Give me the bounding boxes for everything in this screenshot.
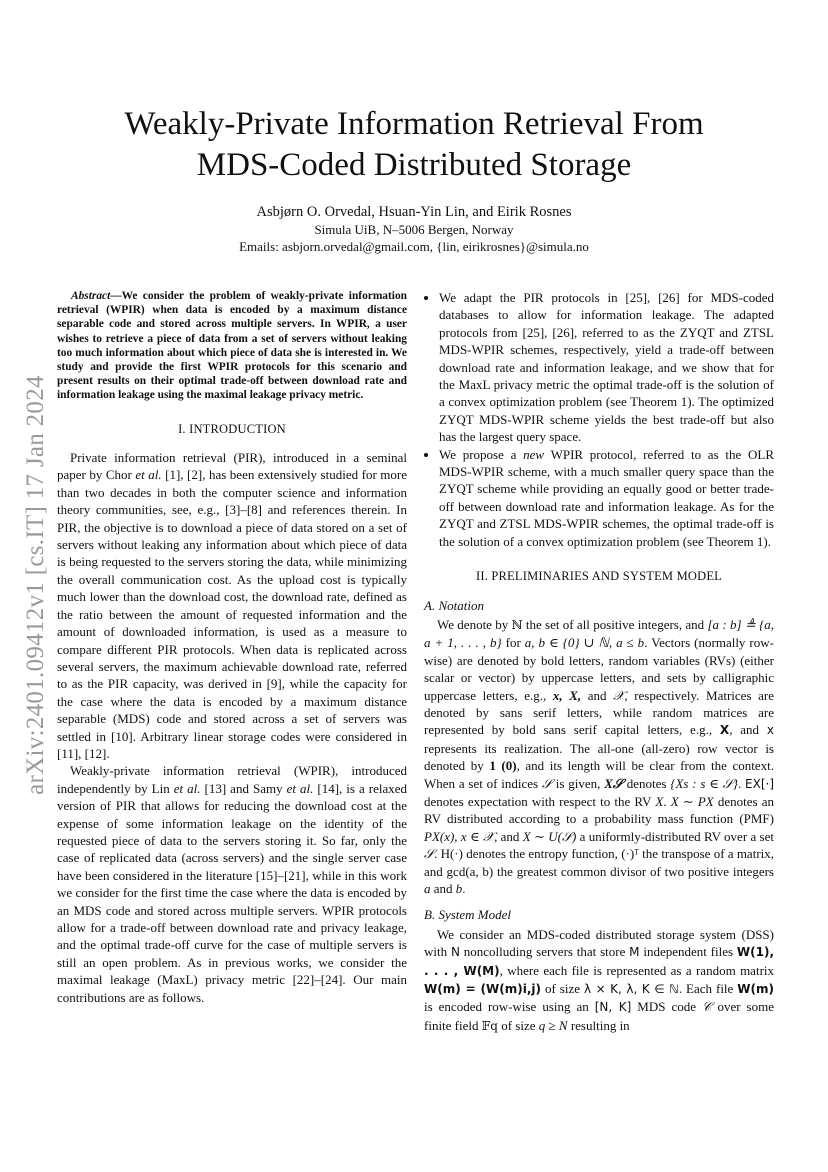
text-run: of size	[497, 1017, 539, 1033]
math-run: M	[629, 945, 640, 960]
text-run: Weakly-private information retrieval (WPIR), introduced independently by Lin	[57, 763, 407, 796]
math-run: ℕ	[511, 617, 523, 632]
text-run: . Each file	[678, 981, 738, 997]
text-run: WPIR protocol, referred to as the OLR MDS-WPIR scheme, with a much smaller query space than the ZYQT scheme while providing an equally good or better trade-off between download rate and information leakage. As for the ZYQT and ZTSL MDS-WPIR schemes, the optimal trade-off is the solution of a convex optimization problem (see Theorem 1).	[439, 446, 774, 549]
paper-title	[60, 104, 768, 186]
text-run: [1], [2], has been extensively studied for more than two decades in both the computer science and information theory communities, see, e.g., [3]–[8] and references therein. In PIR, the objective is to download a piece of data stored on a set of servers without leaking any information about which piece of data is being requested to the servers storing the data, while minimizing the overall communication cost. As the upload cost is typically much lower than the download cost, the download rate, defined as the ratio between the amount of requested information and the amount of downloaded information, is used as a measure to compare different PIR protocols. When data is replicated across several servers, the maximum achievable download rate, referred to as the PIR capacity, was derived in [9], while the capacity for the case where the data is encoded by a maximum distance separable (MDS) code and stored across a set of servers was settled in [10]. Arbitrary linear storage codes were considered in [11], [12].	[57, 467, 407, 761]
text-run: of size	[541, 981, 584, 997]
text-run: .	[462, 881, 466, 896]
math-run: [N, K]	[594, 1000, 632, 1015]
subsection-heading-notation: A. Notation	[424, 597, 484, 613]
math-run: 𝒳	[613, 687, 625, 703]
text-run: denotes	[622, 775, 671, 791]
system-model-paragraph	[424, 926, 774, 1035]
subsection-heading-system-model: B. System Model	[424, 907, 512, 923]
math-run: H(·)	[440, 846, 463, 862]
math-run: PX(x), x ∈ 𝒳	[424, 828, 495, 844]
emails: Emails: asbjorn.orvedal@gmail.com, {lin, eirikrosnes}@simula.no	[239, 239, 589, 254]
text-run: , respectively. Matrices are denoted by sans serif letters, while random matrices are represented by bold sans serif capital letters, e.g.,	[424, 687, 774, 738]
contributions-list	[424, 289, 774, 550]
math-run: X𝒮	[604, 775, 623, 791]
text-run: resulting in	[567, 1017, 630, 1033]
text-run: [13] and Samy	[200, 780, 287, 796]
left-column	[57, 289, 407, 1006]
math-run: {Xs : s ∈ 𝒮}	[670, 775, 738, 791]
text-run: We consider an MDS-coded distributed storage system (DSS) with	[424, 926, 774, 960]
math-run: λ × K, λ, K ∈ ℕ	[583, 982, 679, 997]
right-column	[424, 289, 774, 1035]
math-run: EX[·]	[745, 776, 774, 791]
text-run: Private information retrieval (PIR), introduced in a seminal paper by Chor	[57, 450, 407, 483]
math-run: 1 (0)	[489, 758, 517, 774]
text-run: denotes the entropy function,	[462, 846, 622, 862]
math-run: 𝒮	[541, 775, 552, 791]
text-run: .	[663, 793, 671, 809]
text-run: .	[434, 846, 441, 862]
text-run: the set of all positive integers, and	[522, 616, 708, 632]
text-run: for	[501, 635, 525, 651]
math-run: a, b ∈ {0} ∪ ℕ, a ≤ b	[524, 635, 645, 651]
math-run: X ∼ U(𝒮)	[522, 828, 577, 844]
section-heading-preliminaries: II. PRELIMINARIES AND SYSTEM MODEL	[475, 569, 723, 584]
text-run: denotes an RV distributed according to a probability mass function (PMF)	[424, 793, 775, 827]
math-run: gcd(a, b)	[446, 863, 494, 879]
intro-paragraph-1	[57, 449, 407, 762]
authors: Asbjørn O. Orvedal, Hsuan-Yin Lin, and Eirik Rosnes	[256, 204, 572, 220]
text-run: is given,	[551, 775, 605, 791]
math-run: b	[455, 881, 463, 896]
text-run: and	[581, 687, 614, 703]
math-run: q ≥ N	[538, 1017, 568, 1033]
text-run: and	[430, 881, 456, 896]
math-run: [a : b] ≜ {a, a + 1, . . . , b}	[424, 616, 774, 651]
arxiv-identifier-text: arXiv:2401.09412v1 [cs.IT] 17 Jan 2024	[22, 375, 49, 795]
text-run: a uniformly-distributed RV over a set	[576, 828, 774, 844]
math-run: X	[719, 723, 730, 738]
text-run-italic: new	[523, 446, 545, 462]
text-run: represents its realization. The all-one (all-zero) row vector is denoted by	[424, 740, 774, 774]
affiliation: Simula UiB, N–5006 Bergen, Norway	[314, 222, 514, 237]
math-run: W(m)	[737, 982, 774, 997]
text-run: [14], is a relaxed version of PIR that allows for reducing the download cost at the expense of some information leakage on the identity of the requested piece of data to the servers storing it. So far, only the case of replicated data (across servers) and the single server case have been considered in the literature [15]–[21], while in this work we consider for the first time the case where the data is encoded by an MDS code and stored across multiple servers. WPIR protocols allow for a trade-off between download rate and privacy leakage, and the optimal trade-off curve for the case of multiple servers is still an open problem. As in previous works, we consider the maximal leakage (MaxL) privacy metric [22]–[24]. Our main contributions are as follows.	[57, 780, 408, 1005]
math-run: x	[766, 723, 774, 738]
text-run: , and	[494, 828, 523, 844]
abstract-lead: Abstract	[71, 290, 111, 302]
title-line-1: Weakly-Private Information Retrieval From	[124, 106, 704, 142]
math-run: N	[450, 945, 460, 960]
text-run: independent files	[639, 944, 737, 960]
math-run: (·)ᵀ	[621, 846, 639, 862]
math-run: 𝔽q	[481, 1018, 498, 1033]
text-run: We propose a	[439, 446, 524, 462]
text-run: denotes expectation with respect to the RV	[424, 793, 656, 809]
text-run: . Vectors (normally row-wise) are denoted by bold letters, random variables (RVs) (either scalar or vector) by uppercase letters, and sets by calligraphic uppercase letters, e.g.,	[424, 635, 774, 703]
text-run: the greatest common divisor of two positive integers	[493, 863, 774, 879]
contribution-item-1: • We adapt the PIR protocols in [25], [26] for MDS-coded databases to allow for information leakage. The adapted protocols from [25], [26], referred to as the ZYQT and ZTSL MDS-WPIR schemes, respectively, yield a trade-off between download rate and information leakage, and we show that for the MaxL privacy metric the optimal trade-off is the solution of a convex optimization problem (see Theorem 1). The optimized ZYQT MDS-WPIR scheme yields the best trade-off but also has the largest query space.	[439, 289, 774, 446]
math-run: W(1), . . . , W(M)	[424, 945, 775, 978]
title-line-2: MDS-Coded Distributed Storage	[196, 147, 632, 183]
math-run: x, X,	[552, 687, 582, 703]
abstract	[57, 289, 407, 403]
text-run: , and	[729, 722, 767, 738]
math-run: X	[655, 793, 664, 809]
text-run: , and its length will be clear from the context. When a set of indices	[424, 758, 774, 791]
text-run-italic: et al.	[173, 780, 201, 796]
text-run: over some finite field	[424, 999, 774, 1033]
text-run-italic: et al.	[135, 467, 162, 483]
math-run: W(m) = (W(m)i,j)	[424, 982, 542, 997]
text-run: MDS code	[631, 999, 702, 1015]
arxiv-identifier	[18, 350, 54, 820]
text-run: We denote by	[437, 616, 512, 632]
abstract-text: —We consider the problem of weakly-private information retrieval (WPIR) when data is encoded by a maximum distance separable code and stored across multiple servers. In WPIR, a user wishes to retrieve a piece of data from a set of servers without leaking too much information about which piece of data she is interested in. We study and provide the first WPIR protocols for this scenario and present results on their optimal trade-off between download rate and information leakage using the maximal leakage privacy metric.	[57, 290, 407, 402]
text-run-italic: et al.	[286, 780, 314, 796]
math-run: 𝒞	[702, 999, 712, 1015]
text-run: the transpose of a matrix, and	[424, 846, 775, 879]
math-run: X ∼ PX	[670, 793, 714, 809]
math-run: 𝒮	[424, 846, 435, 862]
text-run: noncolluding servers that store	[459, 944, 630, 960]
section-heading-introduction: I. INTRODUCTION	[178, 421, 286, 436]
notation-paragraph	[424, 616, 774, 898]
contribution-item-2	[439, 446, 774, 550]
text-run: is encoded row-wise using an	[424, 999, 595, 1015]
intro-paragraph-2	[57, 762, 407, 1006]
math-run: a	[424, 881, 431, 896]
text-run: , where each file is represented as a random matrix	[499, 962, 775, 978]
text-run: .	[737, 775, 746, 791]
